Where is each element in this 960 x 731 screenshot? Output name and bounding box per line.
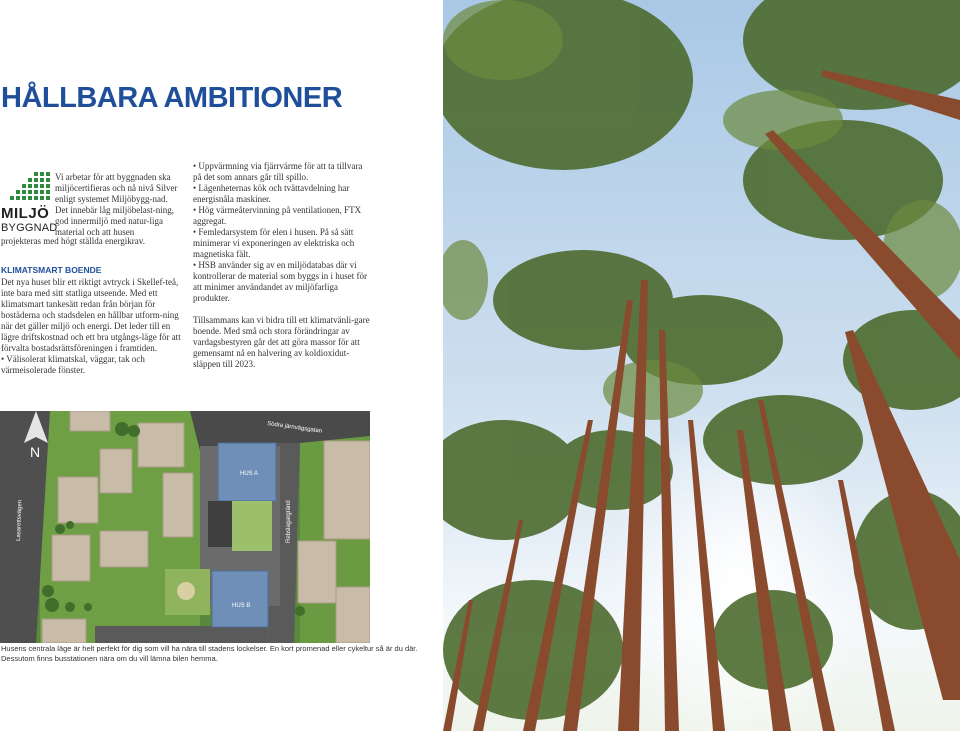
bullet-item: • Lägenheternas kök och tvättavdelning har energisnåla maskiner.: [193, 183, 350, 204]
street-label-top: Södra järnvägsgatan: [266, 421, 323, 435]
house-b-label: HUS B: [232, 603, 251, 609]
summary-text: Tillsammans kan vi bidra till ett klimatvänli-gare boende. Med små och stora förändringar av vardagsbestyren går det att göra massor för att gemensamt nå en halvering av koldioxidut-släppen till 2023.: [193, 315, 370, 369]
bullet-item: • HSB använder sig av en miljödatabas där vi kontrollerar de material som byggs in i huset för att minimer användandet av miljöfarliga produkter.: [193, 260, 367, 303]
logo-grid-icon: [4, 172, 52, 206]
intro-text: Vi arbetar för att byggnaden ska miljöcertifieras och nå nivå Silver enligt systemet Miljöbygg-nad. Det innebär låg miljöbelast-ning, god innermiljö med natur-liga material och att husen: [55, 172, 178, 237]
climate-body: Det nya huset blir ett riktigt avtryck i Skellef-teå, inte bara med sitt statliga utseende. Med ett klimatsmart tankesätt redan från början för bostäderna och stadsdelen en hållbar utform-ning när det gäller miljö och energi. Det leder till en lägre driftskostnad och ett bra utgångs-läge för att förvalta bostadsrättsföreningen i framtiden.: [1, 277, 181, 353]
climate-section: [1, 277, 181, 376]
bullet-item: • Femledarsystem för elen i husen. På så sätt minimerar vi exponeringen av elektriska och magnetiska fält.: [193, 227, 355, 259]
logo-word-miljo: MILJÖ: [1, 205, 50, 222]
intro-text-continued: projekteras med högt ställda energikrav.: [1, 236, 145, 246]
site-map: [0, 411, 370, 643]
bullet-item: • Uppvärmning via fjärrvärme för att ta tillvara på det som annars går till spillo.: [193, 161, 363, 182]
street-label-right: Rebslagargränd: [286, 500, 292, 543]
logo-word-byggnad: BYGGNAD: [1, 222, 58, 234]
street-label-left: Lasarettsvägen: [16, 499, 24, 542]
north-label: N: [30, 444, 41, 460]
climate-heading: KLIMATSMART BOENDE: [1, 265, 102, 275]
climate-bullet: • Välisolerat klimatskal, väggar, tak och värmeisolerade fönster.: [1, 354, 145, 375]
bullet-column: [193, 161, 373, 370]
map-caption: Husens centrala läge är helt perfekt för dig som vill ha nära till stadens lockelser. En kort promenad eller cykeltur så är du där. Dessutom finns busstationen nära om du vill lämna bilen hemma.: [1, 644, 418, 663]
page-title: HÅLLBARA AMBITIONER: [1, 82, 343, 114]
bullet-item: • Hög värmeåtervinning på ventilationen, FTX aggregat.: [193, 205, 362, 226]
pine-forest-photo: [443, 0, 960, 731]
house-a-label: HUS A: [240, 471, 259, 477]
